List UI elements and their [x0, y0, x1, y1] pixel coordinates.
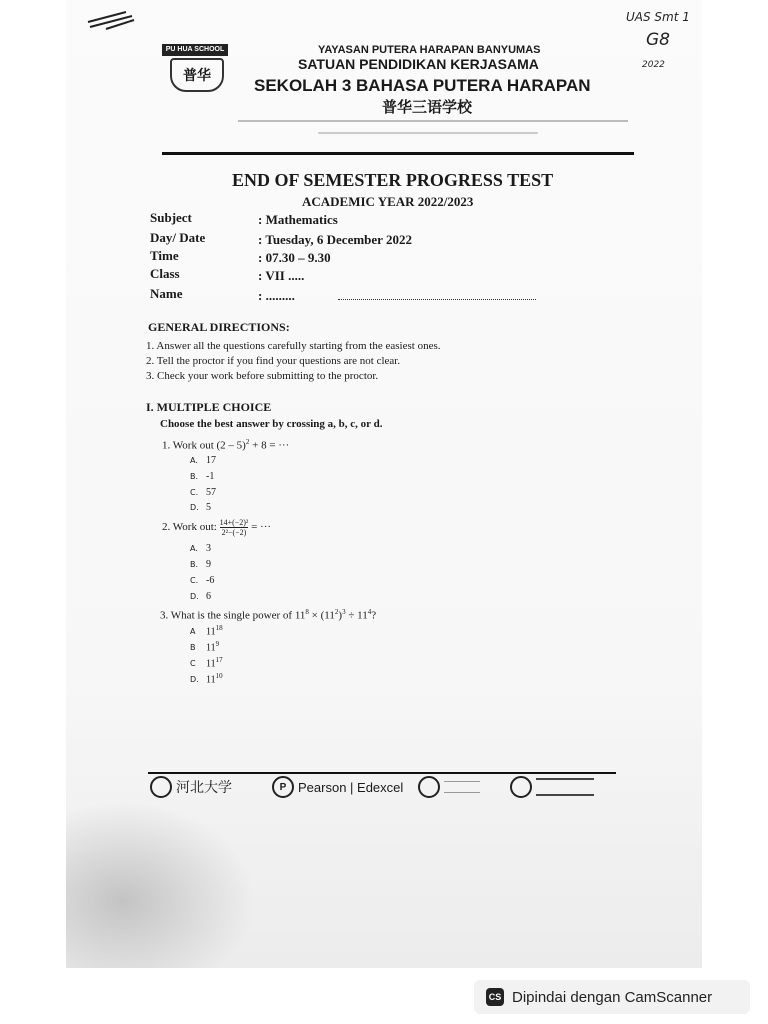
- q3-text-4: ÷ 11: [345, 609, 368, 622]
- partner-logo-4: [510, 776, 594, 798]
- option-value: 9: [206, 559, 211, 570]
- institution-type: SATUAN PENDIDIKAN KERJASAMA: [298, 56, 539, 72]
- pearson-p-icon: P: [272, 776, 294, 798]
- q3-text-3: ): [338, 609, 343, 622]
- camscanner-icon: CS: [486, 988, 504, 1006]
- direction-item-2: 2. Tell the proctor if you find your questions are not clear.: [146, 355, 401, 367]
- contact-line-faded: [318, 132, 538, 134]
- school-name-chinese: 普华三语学校: [382, 99, 473, 116]
- question-1-suffix: + 8 = ···: [249, 439, 290, 452]
- q3-text-5: ?: [371, 609, 377, 622]
- academic-year: ACADEMIC YEAR 2022/2023: [302, 194, 474, 209]
- q2-option-d[interactable]: [190, 591, 211, 602]
- option-exp: 17: [215, 656, 223, 664]
- hebei-university-logo: [150, 776, 232, 798]
- field-label-name: Name: [150, 286, 183, 301]
- option-key: B.: [190, 560, 199, 569]
- association-text-faded: [536, 778, 594, 796]
- option-key: D.: [190, 675, 199, 685]
- q3-exp-4: 4: [367, 608, 372, 616]
- question-2-fraction: [220, 518, 249, 537]
- field-value-date: : Tuesday, 6 December 2022: [258, 232, 412, 247]
- name-fill-line: [338, 299, 536, 300]
- question-1-prefix: 1. Work out (2 – 5): [162, 439, 246, 452]
- q1-option-b[interactable]: [190, 471, 214, 482]
- question-2-prefix: 2. Work out:: [162, 521, 217, 534]
- option-value: 6: [206, 591, 211, 602]
- hebei-university-text: 河北大学: [176, 780, 232, 796]
- field-label-time: Time: [150, 248, 179, 263]
- field-label-class: Class: [150, 266, 180, 281]
- question-1: [162, 438, 289, 452]
- option-value: 3: [206, 543, 211, 554]
- school-logo-emblem: 普华: [170, 58, 224, 92]
- option-exp: 10: [215, 672, 223, 680]
- footer-divider: [148, 772, 616, 774]
- handwriting-year: 2022: [642, 60, 665, 70]
- field-value-name: : .........: [258, 288, 295, 303]
- section-instruction: Choose the best answer by crossing a, b, c, or d.: [160, 418, 383, 430]
- option-value: 57: [206, 487, 216, 498]
- partner-emblem-icon: [418, 776, 440, 798]
- option-exp: 18: [215, 624, 223, 632]
- camscanner-watermark: [474, 980, 750, 1014]
- option-base: 11: [206, 626, 216, 638]
- q3-text-2: × (11: [308, 609, 335, 622]
- q1-option-c[interactable]: [190, 487, 216, 498]
- field-value-time: : 07.30 – 9.30: [258, 250, 331, 265]
- pen-scribble-mark: [86, 8, 136, 30]
- option-value: -1: [206, 471, 215, 482]
- association-emblem-icon: [510, 776, 532, 798]
- q3-option-d[interactable]: [190, 672, 223, 685]
- address-line-faded: [238, 120, 628, 122]
- field-label-date: Day/ Date: [150, 230, 206, 245]
- option-key: D.: [190, 592, 199, 601]
- directions-heading: GENERAL DIRECTIONS:: [148, 320, 290, 334]
- question-2-suffix: = ···: [248, 521, 272, 534]
- q1-option-a[interactable]: [190, 455, 216, 466]
- q3-exp-3: 3: [342, 608, 346, 616]
- pearson-edexcel-text: Pearson | Edexcel: [298, 779, 404, 795]
- header-divider: [162, 152, 634, 155]
- option-key: D.: [190, 503, 199, 512]
- option-key: A.: [190, 544, 198, 553]
- pearson-edexcel-logo: [272, 776, 403, 798]
- option-value: 5: [206, 502, 211, 513]
- q3-text-1: 3. What is the single power of 11: [160, 609, 306, 622]
- option-value: 17: [206, 455, 216, 466]
- fraction-denominator: 2²−(−2): [221, 528, 247, 537]
- option-key: A: [190, 627, 196, 637]
- q2-option-b[interactable]: [190, 559, 211, 570]
- q3-exp-2: 2: [334, 608, 339, 616]
- q2-option-c[interactable]: [190, 575, 214, 586]
- option-key: C.: [190, 576, 199, 585]
- q1-option-d[interactable]: [190, 502, 211, 513]
- handwriting-grade: G8: [646, 30, 670, 50]
- hebei-emblem-icon: [150, 776, 172, 798]
- direction-item-3: 3. Check your work before submitting to the proctor.: [146, 370, 379, 382]
- option-key: B: [190, 643, 196, 653]
- partner-text-faded: [444, 781, 480, 793]
- question-1-exponent: 2: [245, 438, 250, 446]
- question-2: [162, 518, 271, 537]
- q3-exp-1: 8: [305, 608, 309, 616]
- option-base: 11: [206, 658, 216, 670]
- option-base: 11: [206, 642, 216, 654]
- q3-option-b[interactable]: [190, 640, 219, 653]
- field-value-subject: : Mathematics: [258, 212, 338, 227]
- fraction-numerator: 14+(−2)²: [219, 518, 249, 527]
- option-value: -6: [206, 575, 215, 586]
- option-key: C.: [190, 488, 199, 497]
- partner-logo-3: [418, 776, 480, 798]
- question-3: [160, 608, 376, 622]
- q2-option-a[interactable]: [190, 543, 211, 554]
- school-logo-label: PU HUA SCHOOL: [162, 44, 228, 56]
- field-label-subject: Subject: [150, 210, 192, 225]
- test-title: END OF SEMESTER PROGRESS TEST: [232, 170, 554, 190]
- option-key: A.: [190, 456, 198, 465]
- handwriting-exam-code: UAS Smt 1: [626, 10, 690, 24]
- camscanner-text: Dipindai dengan CamScanner: [512, 988, 713, 1006]
- scan-shadow: [66, 800, 256, 968]
- q3-option-c[interactable]: [190, 656, 223, 669]
- field-value-class: : VII .....: [258, 268, 305, 283]
- q3-option-a[interactable]: [190, 624, 223, 637]
- direction-item-1: 1. Answer all the questions carefully starting from the easiest ones.: [146, 340, 441, 352]
- option-base: 11: [206, 674, 216, 686]
- option-key: C: [190, 659, 196, 669]
- school-name: SEKOLAH 3 BAHASA PUTERA HARAPAN: [254, 76, 591, 95]
- section-title: I. MULTIPLE CHOICE: [146, 400, 272, 414]
- option-key: B.: [190, 472, 199, 481]
- option-exp: 9: [215, 640, 220, 648]
- foundation-name: YAYASAN PUTERA HARAPAN BANYUMAS: [318, 44, 541, 56]
